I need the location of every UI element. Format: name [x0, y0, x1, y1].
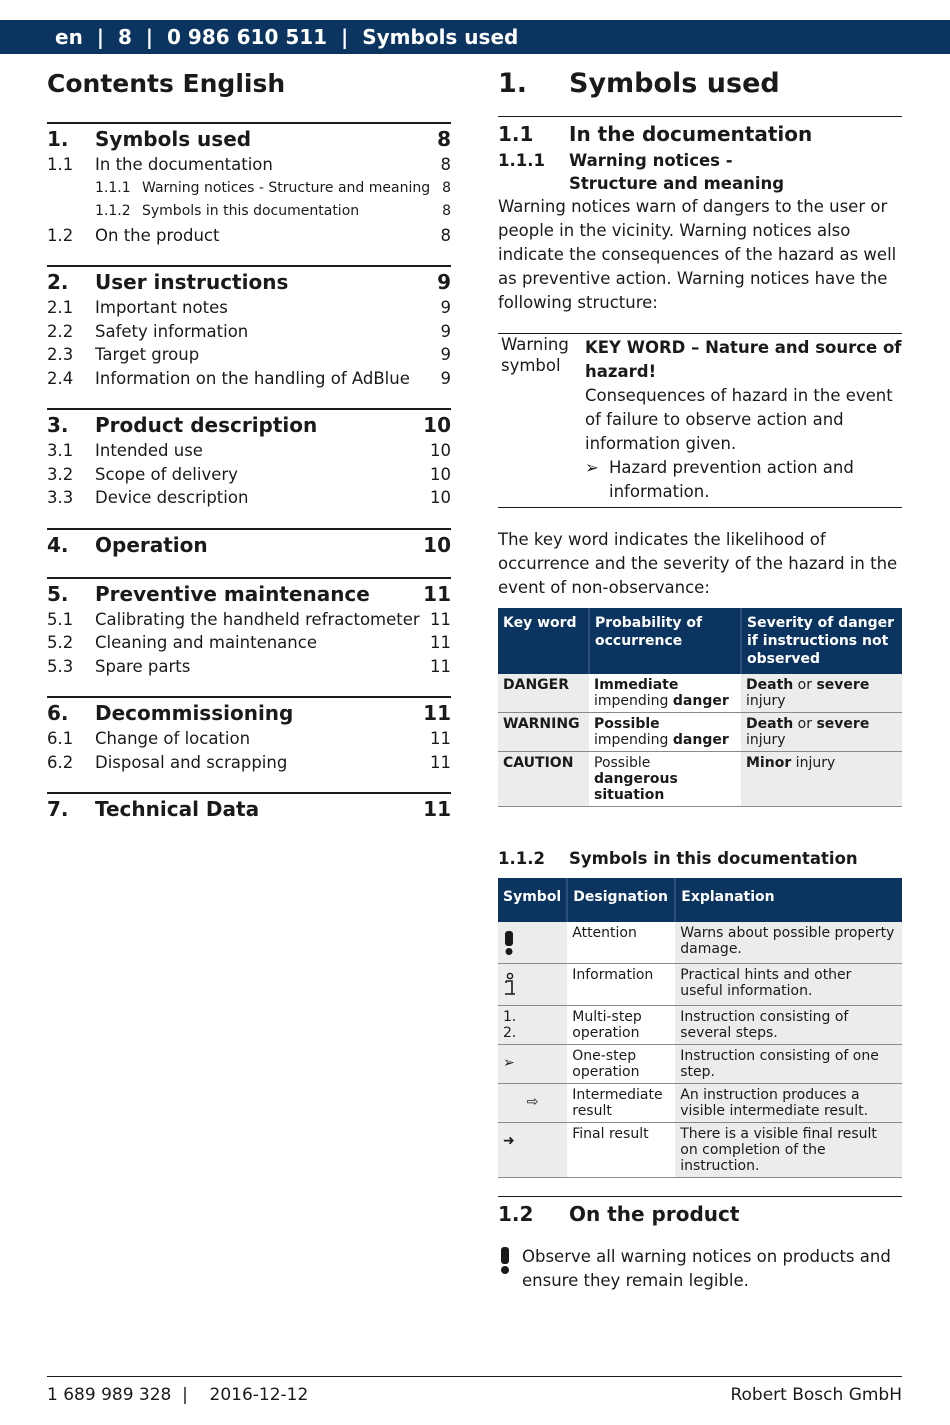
section-heading-1-1: [498, 119, 902, 149]
toc-page: 11: [423, 797, 451, 821]
toc-page: 10: [430, 464, 451, 484]
toc-page: 9: [437, 270, 451, 294]
toc-entry[interactable]: [47, 367, 451, 391]
probability-cell: Possible impending danger: [589, 713, 741, 752]
keyword-intro: The key word indicates the likelihood of occurrence and the severity of the hazard in the event of non-observance:: [498, 530, 898, 597]
main-content: [498, 62, 902, 1293]
action-text: Hazard prevention action and information.: [609, 458, 854, 501]
toc-entry[interactable]: [47, 269, 451, 296]
toc-entry[interactable]: [47, 343, 451, 367]
toc-page: 8: [442, 203, 451, 219]
toc-entry[interactable]: [47, 177, 451, 201]
toc-section: [47, 408, 451, 510]
toc-number: 3.1: [47, 441, 74, 460]
section-heading-1: [498, 62, 902, 106]
section-title-line1: Warning notices -: [569, 151, 733, 170]
toc-number: 1.: [47, 127, 69, 151]
toc-section: [47, 265, 451, 390]
table-header: Key word: [498, 608, 589, 674]
severity-cell: Death or severe injury: [741, 674, 902, 713]
toc-page: 10: [423, 532, 451, 557]
toc-number: 6.2: [47, 752, 74, 772]
toc-number: 5.2: [47, 633, 74, 652]
toc-entry[interactable]: [47, 608, 451, 632]
table-row: [498, 1123, 902, 1178]
page-header: [0, 20, 950, 54]
toc-label: Product description: [95, 413, 318, 437]
toc-entry[interactable]: [47, 581, 451, 608]
intermediate-arrow-icon: ⇨: [498, 1084, 567, 1123]
toc-number: 7.: [47, 797, 69, 821]
toc-entry[interactable]: [47, 796, 451, 823]
footer-doc-number: 1 689 989 328 | 2016-12-12: [47, 1385, 309, 1405]
explanation-cell: An instruction produces a visible intermediate result.: [675, 1084, 902, 1123]
toc-entry[interactable]: [47, 224, 451, 248]
product-note-text: Observe all warning notices on products and ensure they remain legible.: [522, 1247, 891, 1290]
toc-entry[interactable]: [47, 655, 451, 679]
toc-entry[interactable]: [47, 463, 451, 487]
section-title: Symbols used: [569, 68, 780, 99]
toc-label: Change of location: [95, 729, 251, 748]
toc-section: [47, 528, 451, 559]
toc-label: Disposal and scrapping: [95, 752, 288, 772]
keyword-cell: DANGER: [498, 674, 589, 713]
toc-page: 10: [430, 441, 451, 460]
section-heading-1-2: [498, 1199, 902, 1229]
toc-entry[interactable]: [47, 126, 451, 153]
toc-page: 8: [440, 155, 451, 174]
table-header: Symbol: [498, 878, 567, 922]
toc-entry[interactable]: [47, 153, 451, 177]
toc-page: 11: [423, 701, 451, 725]
product-note: [498, 1245, 902, 1293]
toc-entry[interactable]: [47, 412, 451, 439]
toc-section: [47, 122, 451, 247]
toc-label: Spare parts: [95, 656, 191, 676]
explanation-cell: Warns about possible property damage.: [675, 922, 902, 964]
explanation-cell: Practical hints and other useful information.: [675, 964, 902, 1006]
toc-number: 5.3: [47, 656, 74, 676]
info-icon: [498, 964, 567, 1006]
warning-symbol-label: Warning symbol: [501, 335, 569, 375]
severity-cell: Minor injury: [741, 752, 902, 807]
keyword-table: [498, 608, 902, 807]
toc-number: 3.2: [47, 464, 74, 484]
consequence-text: Consequences of hazard in the event of failure to observe action and information given.: [585, 386, 893, 453]
designation-cell: Final result: [567, 1123, 675, 1178]
toc-number: 5.: [47, 581, 69, 606]
keyword-cell: CAUTION: [498, 752, 589, 807]
table-row: [498, 1045, 902, 1084]
toc-number: 2.2: [47, 321, 74, 341]
toc-page: 11: [423, 581, 451, 606]
table-row: [498, 922, 902, 964]
toc-number: 2.3: [47, 345, 74, 364]
keyword-line: KEY WORD – Nature and source of hazard!: [585, 338, 902, 381]
toc-label: Calibrating the handheld refractometer: [95, 609, 420, 629]
section-title: On the product: [569, 1202, 740, 1226]
toc-number: 2.4: [47, 368, 74, 388]
table-header: Explanation: [675, 878, 902, 922]
toc-label: Symbols used: [95, 127, 252, 151]
header-text: en | 8 | 0 986 610 511 | Symbols used: [55, 25, 519, 49]
section-heading-1-1-2: [498, 847, 902, 870]
toc-entry[interactable]: [47, 751, 451, 775]
exclamation-icon: [498, 1245, 522, 1293]
toc-page: 11: [430, 656, 451, 676]
toc-entry[interactable]: [47, 532, 451, 559]
toc-page: 8: [440, 225, 451, 245]
contents-title: Contents English: [47, 69, 286, 98]
explanation-cell: Instruction consisting of several steps.: [675, 1006, 902, 1045]
designation-cell: Attention: [567, 922, 675, 964]
toc-label: Decommissioning: [95, 701, 294, 725]
toc-entry[interactable]: [47, 320, 451, 344]
multistep-icon: 1. 2.: [498, 1006, 567, 1045]
toc-label: Cleaning and maintenance: [95, 633, 317, 652]
toc-number: 3.3: [47, 488, 74, 507]
toc-page: 8: [437, 127, 451, 151]
table-row: [498, 964, 902, 1006]
toc-label: Scope of delivery: [95, 464, 238, 484]
table-row: [498, 674, 902, 713]
toc-entry[interactable]: [47, 631, 451, 655]
toc-entry[interactable]: [47, 439, 451, 463]
table-row: [498, 1084, 902, 1123]
toc-number: 1.1.1: [95, 179, 131, 196]
table-row: [498, 713, 902, 752]
section-number: 1.1.2: [498, 849, 545, 868]
section-heading-1-1-1: [498, 149, 902, 195]
toc-label: Symbols in this documentation: [142, 203, 360, 219]
toc-entry[interactable]: [47, 296, 451, 320]
designation-cell: Multi-step operation: [567, 1006, 675, 1045]
explanation-cell: Instruction consisting of one step.: [675, 1045, 902, 1084]
table-header: Severity of danger if instructions not observed: [741, 608, 902, 674]
toc-entry[interactable]: [47, 700, 451, 727]
explanation-cell: There is a visible final result on completion of the instruction.: [675, 1123, 902, 1178]
toc-section: [47, 696, 451, 774]
designation-cell: Intermediate result: [567, 1084, 675, 1123]
toc-number: 5.1: [47, 609, 74, 629]
toc-number: 1.2: [47, 225, 74, 245]
toc-page: 9: [440, 368, 451, 388]
toc-section: [47, 792, 451, 823]
section-title: In the documentation: [569, 122, 813, 146]
toc-section: [47, 577, 451, 679]
toc-label: Important notes: [95, 298, 228, 317]
toc-number: 6.1: [47, 729, 74, 748]
toc-number: 6.: [47, 701, 69, 725]
keyword-cell: WARNING: [498, 713, 589, 752]
toc-page: 10: [430, 488, 451, 507]
severity-cell: Death or severe injury: [741, 713, 902, 752]
toc-label: Preventive maintenance: [95, 581, 370, 606]
toc-list: [47, 122, 451, 823]
toc-label: Information on the handling of AdBlue: [95, 368, 410, 388]
toc-entry[interactable]: [47, 200, 451, 224]
toc-number: 2.: [47, 270, 69, 294]
toc-label: Operation: [95, 532, 208, 557]
action-arrow-icon: ➢: [585, 458, 599, 477]
designation-cell: Information: [567, 964, 675, 1006]
toc-label: On the product: [95, 225, 220, 245]
toc-page: 9: [440, 345, 451, 364]
divider: [498, 1196, 902, 1197]
toc-label: Device description: [95, 488, 249, 507]
toc-label: In the documentation: [95, 155, 273, 174]
section-title-line2: Structure and meaning: [569, 174, 785, 193]
table-row: [498, 1006, 902, 1045]
probability-cell: Immediate impending danger: [589, 674, 741, 713]
exclamation-icon: [498, 922, 567, 964]
toc-number: 2.1: [47, 298, 74, 317]
toc-label: Intended use: [95, 441, 203, 460]
toc-entry[interactable]: [47, 727, 451, 751]
section-number: 1.2: [498, 1202, 534, 1226]
toc-label: User instructions: [95, 270, 289, 294]
toc-label: Warning notices - Structure and meaning: [142, 179, 431, 196]
warning-notice-structure: [498, 333, 902, 508]
toc-page: 8: [442, 179, 451, 196]
probability-cell: Possible dangerous situation: [589, 752, 741, 807]
toc-page: 11: [430, 752, 451, 772]
table-header: Designation: [567, 878, 675, 922]
toc-page: 10: [423, 413, 451, 437]
toc-label: Safety information: [95, 321, 249, 341]
toc-label: Target group: [95, 345, 200, 364]
table-of-contents: [47, 62, 451, 841]
toc-page: 9: [440, 321, 451, 341]
toc-number: 1.1: [47, 155, 74, 174]
toc-page: 11: [430, 609, 451, 629]
section-number: 1.: [498, 68, 528, 99]
toc-page: 9: [440, 298, 451, 317]
section-title: Symbols in this documentation: [569, 849, 858, 868]
page-footer: [47, 1376, 902, 1405]
table-header: Probability of occurrence: [589, 608, 741, 674]
toc-number: 4.: [47, 532, 69, 557]
toc-page: 11: [430, 633, 451, 652]
table-row: [498, 752, 902, 807]
one-step-arrow-icon: ➢: [498, 1045, 567, 1084]
final-arrow-icon: ➜: [498, 1123, 567, 1178]
divider: [498, 116, 902, 117]
toc-number: 1.1.2: [95, 203, 131, 219]
toc-entry[interactable]: [47, 486, 451, 510]
toc-label: Technical Data: [95, 797, 260, 821]
designation-cell: One-step operation: [567, 1045, 675, 1084]
section-number: 1.1.1: [498, 151, 545, 170]
section-number: 1.1: [498, 122, 534, 146]
footer-company: Robert Bosch GmbH: [730, 1385, 902, 1405]
symbols-table: [498, 878, 902, 1178]
toc-page: 11: [430, 729, 451, 748]
intro-paragraph: Warning notices warn of dangers to the user or people in the vicinity. Warning notices also indicate the consequences of the hazard as well as preventive action. Warning notices have the following structure:: [498, 197, 897, 312]
toc-number: 3.: [47, 413, 69, 437]
